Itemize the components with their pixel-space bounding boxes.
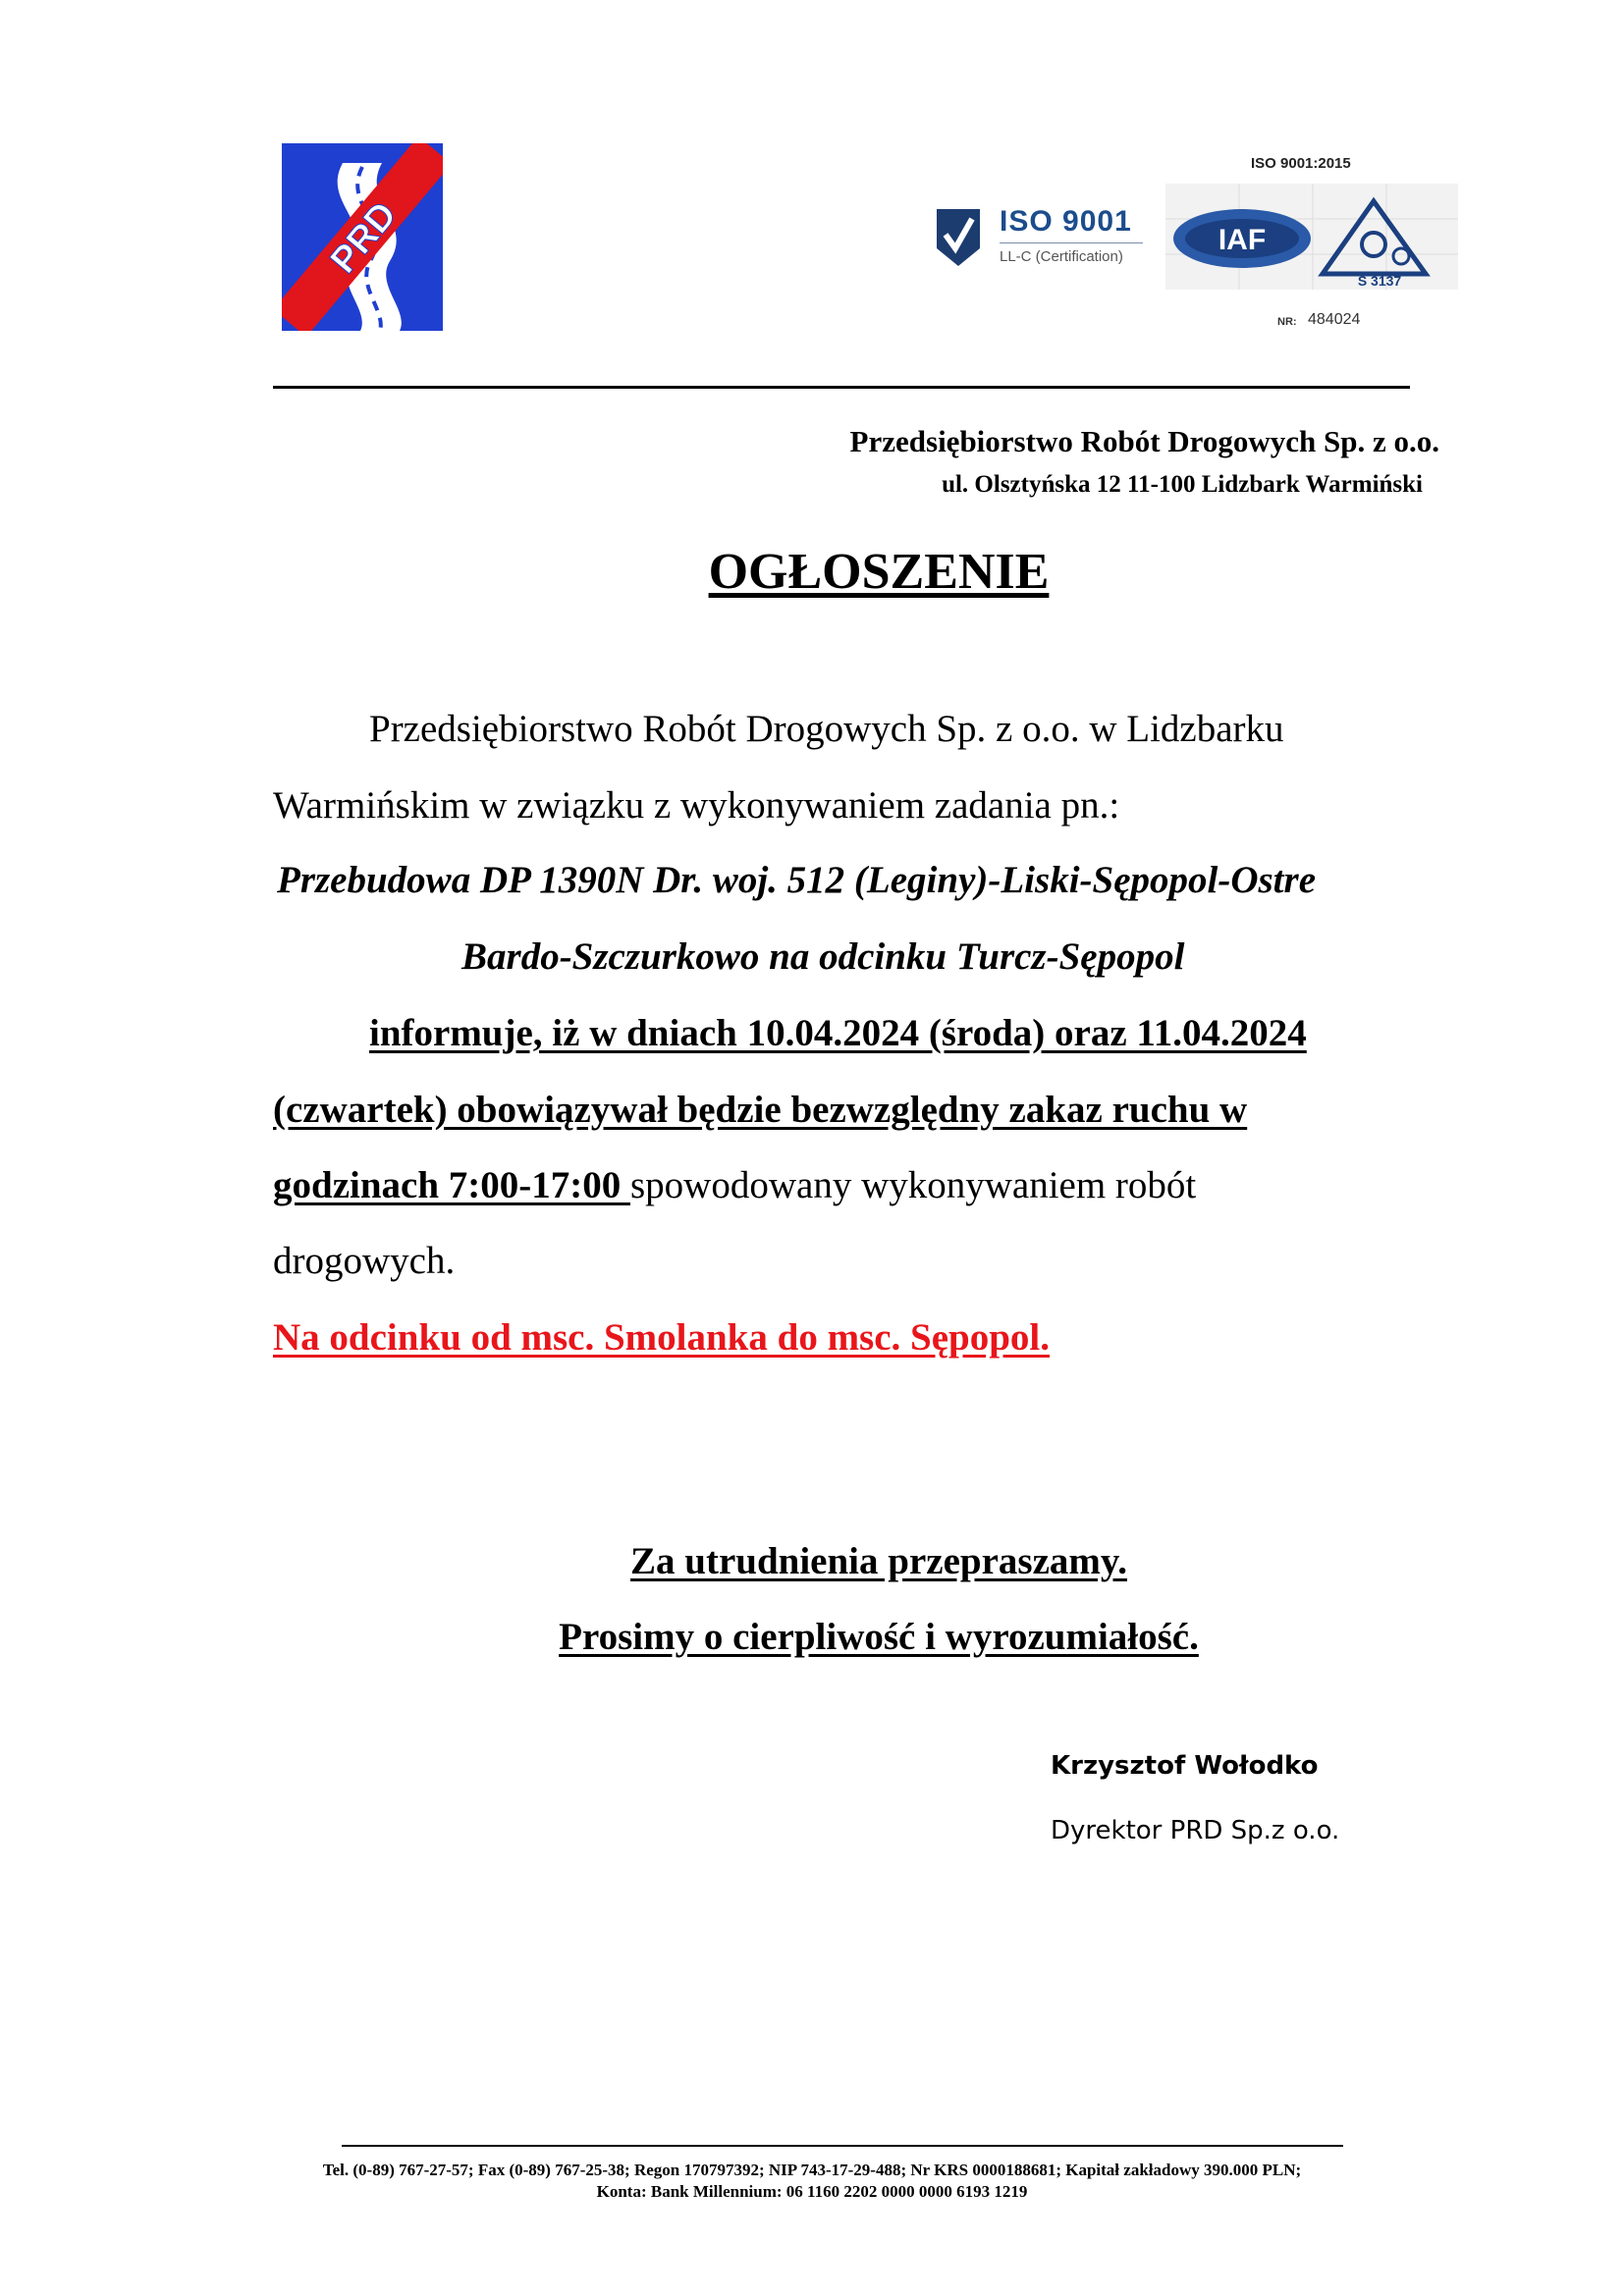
task-name-line: Bardo-Szczurkowo na odcinku Turcz-Sępopol xyxy=(461,935,1185,978)
signatory-name: Krzysztof Wołodko xyxy=(1051,1751,1319,1781)
company-address: ul. Olsztyńska 12 11-100 Lidzbark Warmiński xyxy=(942,471,1423,498)
closure-reason: spowodowany wykonywaniem robót xyxy=(630,1164,1197,1206)
logo-text: PRD xyxy=(322,194,406,282)
body-line: Warmińskim w związku z wykonywaniem zadania pn.: xyxy=(273,784,1120,827)
prd-logo xyxy=(282,143,443,331)
cert-standard: ISO 9001:2015 xyxy=(1251,155,1351,172)
closure-hours: godzinach 7:00-17:00 xyxy=(273,1164,630,1206)
company-name: Przedsiębiorstwo Robót Drogowych Sp. z o.o. xyxy=(849,424,1439,458)
iso-badge-title: ISO 9001 xyxy=(1000,205,1132,238)
iso-badge-rule xyxy=(1000,242,1143,243)
document-title: OGŁOSZENIE xyxy=(708,544,1050,600)
iso-badge-subtitle: LL-C (Certification) xyxy=(1000,248,1123,265)
body-line: drogowych. xyxy=(273,1240,456,1282)
header-divider xyxy=(273,386,1410,389)
iaf-certificate-mark xyxy=(1165,184,1458,290)
footer-contact: Tel. (0-89) 767-27-57; Fax (0-89) 767-25-38; Regon 170797392; NIP 743-17-29-488; Nr KRS 0000188681; Kapitał zakładowy 390.000 PLN; xyxy=(322,2161,1302,2179)
patience-line: Prosimy o cierpliwość i wyrozumiałość. xyxy=(559,1616,1199,1658)
body-line: Przedsiębiorstwo Robót Drogowych Sp. z o.o. w Lidzbarku xyxy=(369,708,1284,750)
closure-notice-line: (czwartek) obowiązywał będzie bezwzględny zakaz ruchu w xyxy=(273,1089,1248,1131)
iso-9001-badge xyxy=(933,201,1144,272)
cert-number-label: NR: xyxy=(1277,316,1297,328)
footer-divider xyxy=(342,2145,1343,2147)
signatory-role: Dyrektor PRD Sp.z o.o. xyxy=(1051,1816,1340,1845)
iaf-label: IAF xyxy=(1218,224,1267,256)
task-name-line: Przebudowa DP 1390N Dr. woj. 512 (Leginy)-Liski-Sępopol-Ostre xyxy=(277,859,1317,901)
footer-bank: Konta: Bank Millennium: 06 1160 2202 0000 0000 6193 1219 xyxy=(596,2182,1028,2201)
apology-line: Za utrudnienia przepraszamy. xyxy=(630,1540,1127,1582)
closure-dates-line: informuje, iż w dniach 10.04.2024 (środa) oraz 11.04.2024 xyxy=(369,1012,1307,1054)
cert-code: S 3137 xyxy=(1357,273,1402,289)
road-section-notice: Na odcinku od msc. Smolanka do msc. Sępopol. xyxy=(273,1316,1051,1359)
cert-number: 484024 xyxy=(1308,311,1361,328)
closure-hours-line xyxy=(273,1163,1196,1207)
checkmark-shield-icon xyxy=(933,205,984,268)
